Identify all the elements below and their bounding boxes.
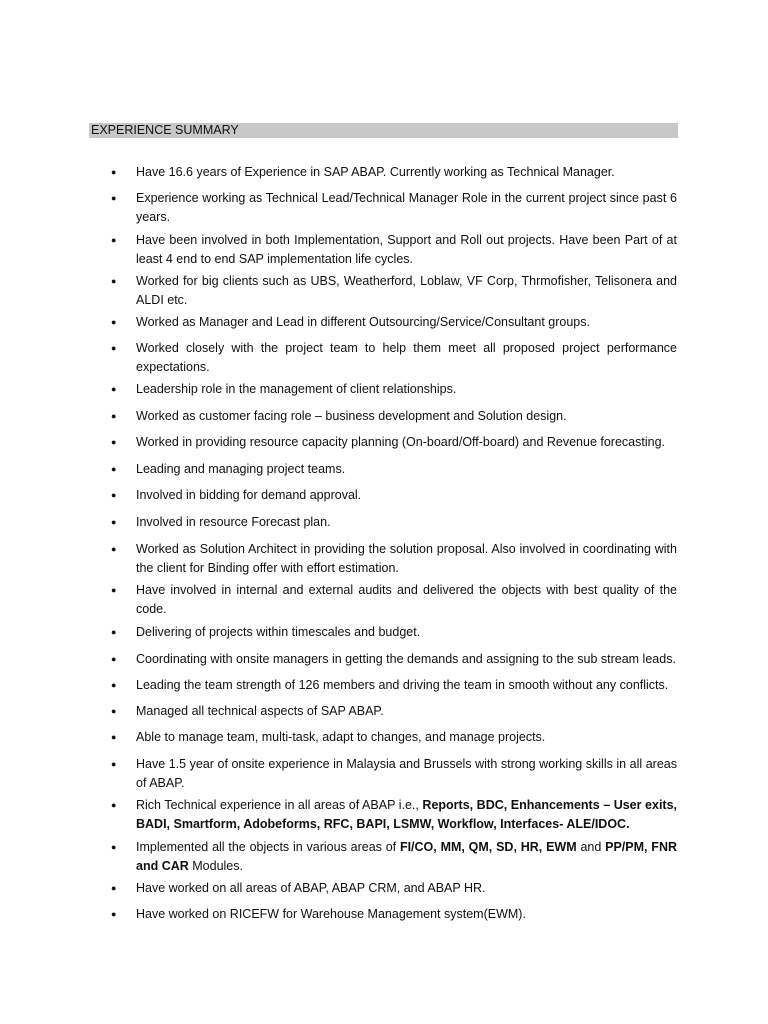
list-item-text: Able to manage team, multi-task, adapt to changes, and manage projects.	[136, 730, 546, 744]
list-item-text: Have 16.6 years of Experience in SAP ABAP. Currently working as Technical Manager.	[136, 165, 615, 179]
list-item-text: Worked as customer facing role – business development and Solution design.	[136, 409, 567, 423]
list-item-text	[136, 796, 677, 834]
list-item	[111, 486, 677, 505]
list-item-text: Worked as Manager and Lead in different Outsourcing/Service/Consultant groups.	[136, 315, 590, 329]
list-item	[111, 231, 677, 269]
implemented-bold-2: PP/PM, FNR and CAR	[136, 840, 677, 873]
bullet-icon: ●	[111, 680, 117, 690]
list-item-text: Leadership role in the management of client relationships.	[136, 382, 457, 396]
bullet-icon: ●	[111, 517, 117, 527]
bullet-icon: ●	[111, 384, 117, 394]
bullet-icon: ●	[111, 276, 117, 286]
list-item-text	[136, 838, 677, 876]
list-item	[111, 755, 677, 793]
list-item-text: Involved in resource Forecast plan.	[136, 515, 331, 529]
bullet-icon: ●	[111, 193, 117, 203]
list-item	[111, 460, 677, 479]
list-item	[111, 540, 677, 578]
bullet-icon: ●	[111, 842, 117, 852]
bullet-icon: ●	[111, 235, 117, 245]
bullet-icon: ●	[111, 544, 117, 554]
list-item	[111, 623, 677, 642]
bullet-icon: ●	[111, 317, 117, 327]
bullet-icon: ●	[111, 411, 117, 421]
bullet-icon: ●	[111, 490, 117, 500]
list-item	[111, 433, 677, 452]
bullet-icon: ●	[111, 437, 117, 447]
list-item	[111, 879, 677, 898]
list-item	[111, 702, 677, 721]
list-item	[111, 272, 677, 310]
list-item	[111, 905, 677, 924]
list-item-text: Worked in providing resource capacity planning (On-board/Off-board) and Revenue forecasting.	[136, 435, 665, 449]
list-item-text: Delivering of projects within timescales and budget.	[136, 625, 421, 639]
list-item-text: Involved in bidding for demand approval.	[136, 488, 362, 502]
list-item	[111, 339, 677, 377]
bullet-icon: ●	[111, 585, 117, 595]
list-item-text: Worked as Solution Architect in providing the solution proposal. Also involved in coordinating with the client for Binding offer with effort estimation.	[136, 542, 677, 575]
bullet-icon: ●	[111, 343, 117, 353]
list-item-text: Worked for big clients such as UBS, Weatherford, Loblaw, VF Corp, Thrmofisher, Telisonera and ALDI etc.	[136, 274, 677, 307]
list-item-text: Have 1.5 year of onsite experience in Malaysia and Brussels with strong working skills in all areas of ABAP.	[136, 757, 677, 790]
list-item-text: Have involved in internal and external audits and delivered the objects with best quality of the code.	[136, 583, 677, 616]
list-item-text: Experience working as Technical Lead/Technical Manager Role in the current project since past 6 years.	[136, 191, 677, 224]
rich-item-prefix: Rich Technical experience in all areas of ABAP i.e.,	[136, 798, 423, 812]
implemented-part-1: Implemented all the objects in various areas of	[136, 840, 400, 854]
list-item-text: Coordinating with onsite managers in getting the demands and assigning to the sub stream leads.	[136, 652, 676, 666]
bullet-icon: ●	[111, 909, 117, 919]
section-heading: EXPERIENCE SUMMARY	[89, 123, 678, 138]
list-item	[111, 189, 677, 227]
bullet-icon: ●	[111, 464, 117, 474]
bullet-icon: ●	[111, 706, 117, 716]
list-item	[111, 581, 677, 619]
list-item-text: Have been involved in both Implementation, Support and Roll out projects. Have been Part of at least 4 end to end SAP implementation life cycles.	[136, 233, 677, 266]
list-item	[111, 380, 677, 399]
bullet-icon: ●	[111, 759, 117, 769]
bullet-icon: ●	[111, 800, 117, 810]
implemented-part-2: and	[576, 840, 606, 854]
list-item	[111, 313, 677, 332]
list-item-text: Managed all technical aspects of SAP ABAP.	[136, 704, 384, 718]
list-item	[111, 650, 677, 669]
list-item	[111, 513, 677, 532]
bullet-icon: ●	[111, 627, 117, 637]
bullet-icon: ●	[111, 883, 117, 893]
bullet-icon: ●	[111, 654, 117, 664]
list-item	[111, 407, 677, 426]
bullet-icon: ●	[111, 167, 117, 177]
bullet-icon: ●	[111, 732, 117, 742]
list-item	[111, 838, 677, 876]
list-item-text: Have worked on all areas of ABAP, ABAP CRM, and ABAP HR.	[136, 881, 486, 895]
list-item	[111, 676, 677, 695]
list-item	[111, 728, 677, 747]
list-item-text: Leading and managing project teams.	[136, 462, 346, 476]
rich-item-bold: Reports, BDC, Enhancements – User exits, BADI, Smartform, Adobeforms, RFC, BAPI, LSMW, Workflow, Interfaces- ALE/IDOC.	[136, 798, 678, 831]
list-item-text: Leading the team strength of 126 members and driving the team in smooth without any conflicts.	[136, 678, 669, 692]
list-item-text: Have worked on RICEFW for Warehouse Management system(EWM).	[136, 907, 526, 921]
list-item	[111, 163, 677, 182]
list-item-text: Worked closely with the project team to help them meet all proposed project performance expectations.	[136, 341, 677, 374]
list-item	[111, 796, 677, 834]
implemented-bold-1: FI/CO, MM, QM, SD, HR, EWM	[399, 840, 577, 854]
implemented-part-3: Modules.	[188, 859, 243, 873]
